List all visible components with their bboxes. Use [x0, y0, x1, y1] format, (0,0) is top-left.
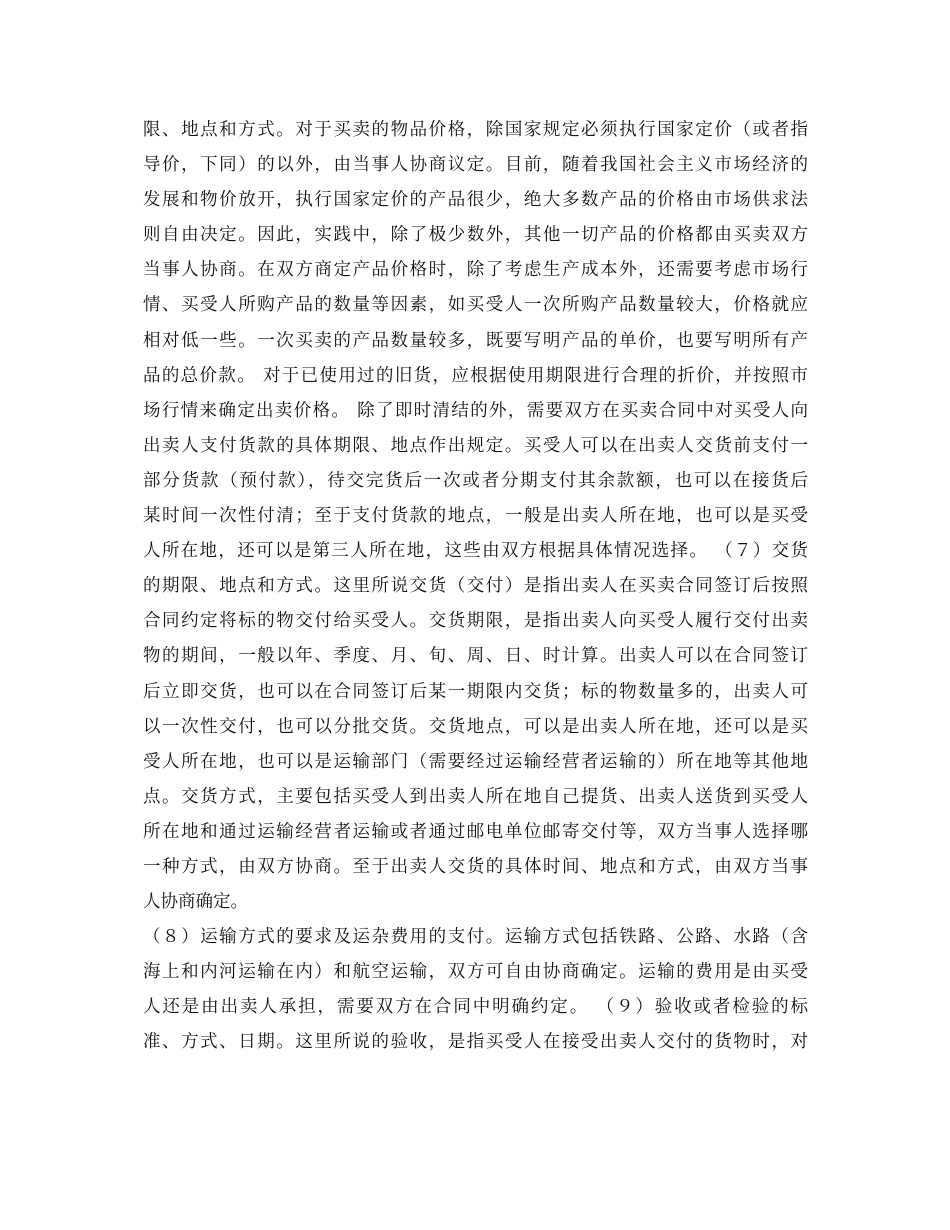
- text-line: 合同约定将标的物交付给买受人。交货期限，是指出卖人向买受人履行交付出卖: [143, 611, 808, 632]
- text-line: 的期限、地点和方式。这里所说交货（交付）是指出卖人在买卖合同签订后按照: [143, 576, 808, 597]
- text-line: 相对低一些。一次买卖的产品数量较多，既要写明产品的单价，也要写明所有产: [143, 330, 808, 351]
- document-body-text: [143, 113, 808, 1061]
- text-line: 后立即交货，也可以在合同签订后某一期限内交货；标的物数量多的，出卖人可: [143, 681, 808, 702]
- text-line: 导价，下同）的以外，由当事人协商议定。目前，随着我国社会主义市场经济的: [143, 155, 808, 176]
- text-line: 限、地点和方式。对于买卖的物品价格，除国家规定必须执行国家定价（或者指: [143, 120, 808, 140]
- text-line: 点。交货方式，主要包括买受人到出卖人所在地自己提货、出卖人送货到买受人: [143, 786, 808, 807]
- text-line: 一种方式，由双方协商。至于出卖人交货的具体时间、地点和方式，由双方当事: [143, 856, 808, 877]
- text-line: 以一次性交付，也可以分批交货。交货地点，可以是出卖人所在地，还可以是买: [143, 716, 808, 737]
- text-line: 人协商确定。: [143, 892, 248, 913]
- text-line: 当事人协商。在双方商定产品价格时，除了考虑生产成本外，还需要考虑市场行: [143, 260, 808, 281]
- text-line: 所在地和通过运输经营者运输或者通过邮电单位邮寄交付等，双方当事人选择哪: [143, 821, 808, 842]
- text-line: 物的期间，一般以年、季度、月、旬、周、日、时计算。出卖人可以在合同签订: [143, 646, 808, 667]
- text-line: 发展和物价放开，执行国家定价的产品很少，绝大多数产品的价格由市场供求法: [143, 190, 808, 211]
- text-line: 某时间一次性付清；至于支付货款的地点，一般是出卖人所在地，也可以是买受: [143, 506, 808, 527]
- text-line: 品的总价款。 对于已使用过的旧货，应根据使用期限进行合理的折价，并按照市: [143, 365, 808, 386]
- text-line: 则自由决定。因此，实践中，除了极少数外，其他一切产品的价格都由买卖双方: [143, 225, 808, 246]
- text-line: （８）运输方式的要求及运杂费用的支付。运输方式包括铁路、公路、水路（含: [143, 927, 808, 948]
- text-line: 出卖人支付货款的具体期限、地点作出规定。买受人可以在出卖人交货前支付一: [143, 435, 808, 456]
- text-line: 人所在地，还可以是第三人所在地，这些由双方根据具体情况选择。 （７）交货: [143, 541, 808, 562]
- text-line: 部分货款（预付款），待交完货后一次或者分期支付其余款额，也可以在接货后: [143, 470, 808, 491]
- text-line: 情、买受人所购产品的数量等因素，如买受人一次所购产品数量较大，价格就应: [143, 295, 808, 316]
- text-line: 场行情来确定出卖价格。 除了即时清结的外，需要双方在买卖合同中对买受人向: [143, 400, 808, 421]
- text-line: 人还是由出卖人承担，需要双方在合同中明确约定。 （９）验收或者检验的标: [143, 997, 808, 1018]
- text-line: 受人所在地，也可以是运输部门（需要经过运输经营者运输的）所在地等其他地: [143, 751, 808, 772]
- text-line: 海上和内河运输在内）和航空运输，双方可自由协商确定。运输的费用是由买受: [143, 962, 808, 983]
- text-line: 准、方式、日期。这里所说的验收，是指买受人在接受出卖人交付的货物时，对: [143, 1032, 808, 1053]
